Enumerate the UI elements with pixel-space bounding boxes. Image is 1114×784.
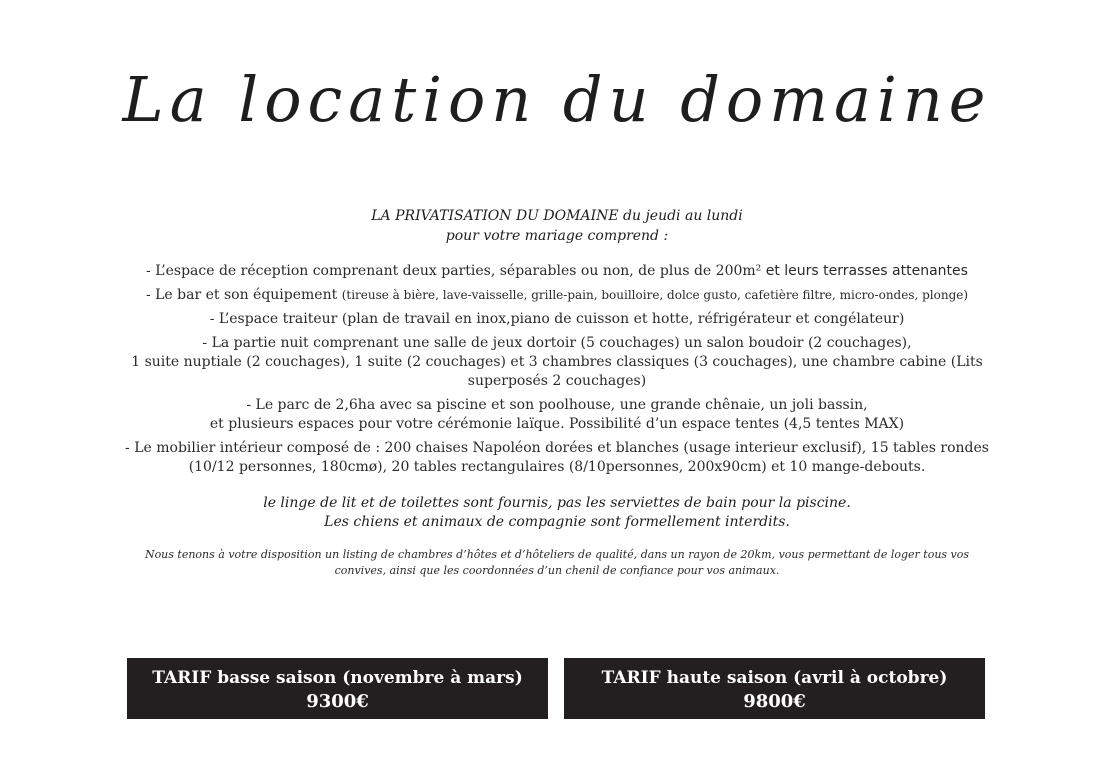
page-title: La location du domaine	[122, 63, 992, 136]
animaux-note: Les chiens et animaux de compagnie sont formellement interdits.	[324, 514, 790, 530]
reception-text: - L’espace de réception comprenant deux parties, séparables ou non, de plus de 200m²	[146, 263, 766, 279]
parc-line-1: - Le parc de 2,6ha avec sa piscine et son poolhouse, une grande chênaie, un joli bassin,	[246, 397, 868, 413]
list-item-reception	[120, 262, 994, 281]
nuit-line-2: 1 suite nuptiale (2 couchages), 1 suite (2 couchages) et 3 chambres classiques (3 couchages), une chambre cabine (Lits superposés 2 couchages)	[131, 354, 983, 389]
list-item-bar	[120, 286, 994, 305]
tariff-low-price: 9300€	[306, 691, 369, 712]
bar-text: - Le bar et son équipement	[145, 287, 342, 303]
bar-equipment-text: (tireuse à bière, lave-vaisselle, grille-pain, bouilloire, dolce gusto, cafetière filtre, micro-ondes, plonge)	[341, 288, 969, 302]
parc-line-2: et plusieurs espaces pour votre cérémonie laïque. Possibilité d’un espace tentes (4,5 tentes MAX)	[209, 416, 905, 432]
tariff-high-season-box	[564, 658, 985, 719]
intro-heading	[0, 206, 1114, 246]
list-item-mobilier: - Le mobilier intérieur composé de : 200 chaises Napoléon dorées et blanches (usage interieur exclusif), 15 tables rondes (10/12 personnes, 180cmø), 20 tables rectangulaires (8/10personnes, 200x90cm) et 10 mange-debouts.	[125, 440, 989, 475]
list-item-nuit	[120, 334, 994, 391]
intro-line-2: pour votre mariage comprend :	[445, 228, 669, 244]
tariff-low-season-box	[127, 658, 548, 719]
tariff-high-price: 9800€	[743, 691, 806, 712]
list-item-traiteur: - L’espace traiteur (plan de travail en inox,piano de cuisson et hotte, réfrigérateur et congélateur)	[209, 311, 905, 327]
disposition-note: Nous tenons à votre disposition un listing de chambres d’hôtes et d’hôteliers de qualité, dans un rayon de 20km, vous permettant de loger tous vos convives, ainsi que les coordonnées d’un chenil de confiance pour vos animaux.	[144, 548, 970, 577]
included-items-list	[120, 262, 994, 482]
reception-terraces-text: et leurs terrasses attenantes	[765, 263, 968, 279]
notes	[0, 494, 1114, 532]
nuit-line-1: - La partie nuit comprenant une salle de jeux dortoir (5 couchages) un salon boudoir (2 couchages),	[202, 335, 912, 351]
tariff-low-label: TARIF basse saison (novembre à mars)	[152, 668, 523, 688]
intro-line-1: LA PRIVATISATION DU DOMAINE du jeudi au lundi	[371, 208, 743, 224]
list-item-parc	[120, 396, 994, 434]
linge-note: le linge de lit et de toilettes sont fournis, pas les serviettes de bain pour la piscine.	[263, 495, 851, 511]
tariff-high-label: TARIF haute saison (avril à octobre)	[601, 668, 948, 688]
